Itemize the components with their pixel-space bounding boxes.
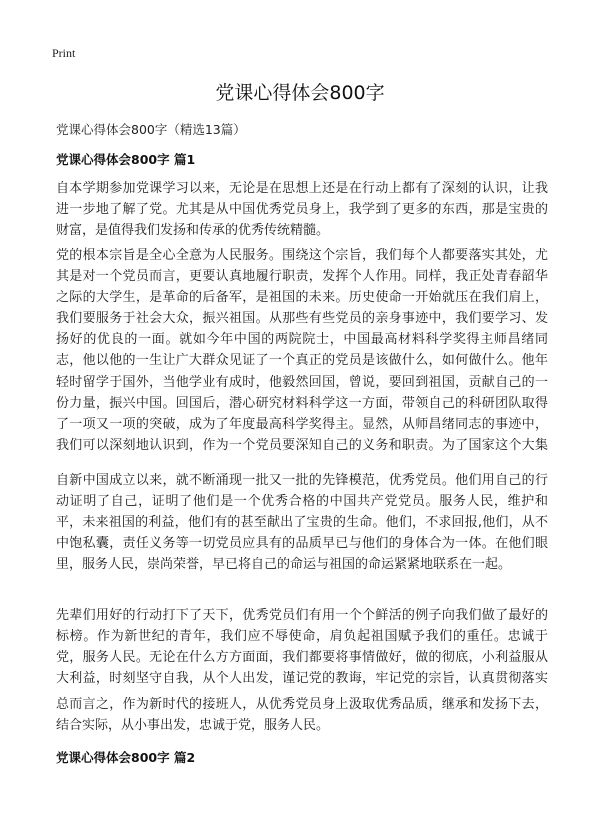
page-title: 党课心得体会800字 bbox=[215, 82, 385, 104]
section-1-paragraph-2: 党的根本宗旨是全心全意为人民服务。围绕这个宗旨，我们每个人都要落实其处，尤其是对一个党员而言，更要认真地履行职责，发挥个人作用。同样，我正处青春韶华之际的大学生，是革命的后备军，是祖国的未来。历史使命一开始就压在我们肩上，我们要服务于社会大众，振兴祖国。从那些有些党员的亲身事迹中，我们要学习、发扬好的优良的一面。就如今年中国的两院院士，中国最高材料科学奖得主师昌绪同志，他以他的一生让广大群众见证了一个真正的党员是该做什么，如何做什么。他年轻时留学于国外，当他学业有成时，他毅然回国，曾说，要回到祖国，贡献自己的一份力量，振兴中国。回国后，潜心研究材料科学这一方面，带领自己的科研团队取得了一项又一项的突破，成为了年度最高科学奖得主。显然，从师昌绪同志的事迹中，我们可以深刻地认识到，作为一个党员要深知自己的义务和职责。为了国家这个大集 bbox=[56, 248, 548, 453]
section-1-paragraph-4: 先辈们用好的行动打下了天下，优秀党员们有用一个个鲜活的例子向我们做了最好的标榜。作为新世纪的青年，我们应不辱使命，肩负起祖国赋予我们的重任。忠诚于党，服务人民。无论在什么方方面面，我们都要将事情做好，做的彻底，小利益服从大利益，时刻坚守自我，从个人出发，谨记党的教诲，牢记党的宗旨，认真贯彻落实 bbox=[56, 608, 548, 687]
section-1-paragraph-3: 自新中国成立以来，就不断涌现一批又一批的先锋模范，优秀党员。他们用自己的行动证明了自己，证明了他们是一个优秀合格的中国共产党党员。服务人民，维护和平，未来祖国的利益，他们有的甚至献出了宝贵的生命。他们，不求回报,他们，从不中饱私囊，责任义务等一切党员应具有的品质早已与他们的身体合为一体。在他们眼里，服务人民，崇尚荣誉，早已将自己的命运与祖国的命运紧紧地联系在一起。 bbox=[56, 473, 548, 573]
section-1-paragraph-5: 总而言之，作为新时代的接班人，从优秀党员身上汲取优秀品质，继承和发扬下去，结合实际，从小事出发，忠诚于党，服务人民。 bbox=[56, 697, 548, 734]
section-1-paragraph-1: 自本学期参加党课学习以来，无论是在思想上还是在行动上都有了深刻的认识，让我进一步地了解了党。尤其是从中国优秀党员身上，我学到了更多的东西，那是宝贵的财富，是值得我们发扬和传承的优秀传统精髓。 bbox=[56, 181, 548, 239]
section-1-heading: 党课心得体会800字 篇1 bbox=[56, 152, 196, 167]
print-label: Print bbox=[52, 46, 76, 60]
document-subtitle: 党课心得体会800字（精选13篇） bbox=[56, 122, 246, 137]
section-2-heading: 党课心得体会800字 篇2 bbox=[56, 750, 196, 765]
